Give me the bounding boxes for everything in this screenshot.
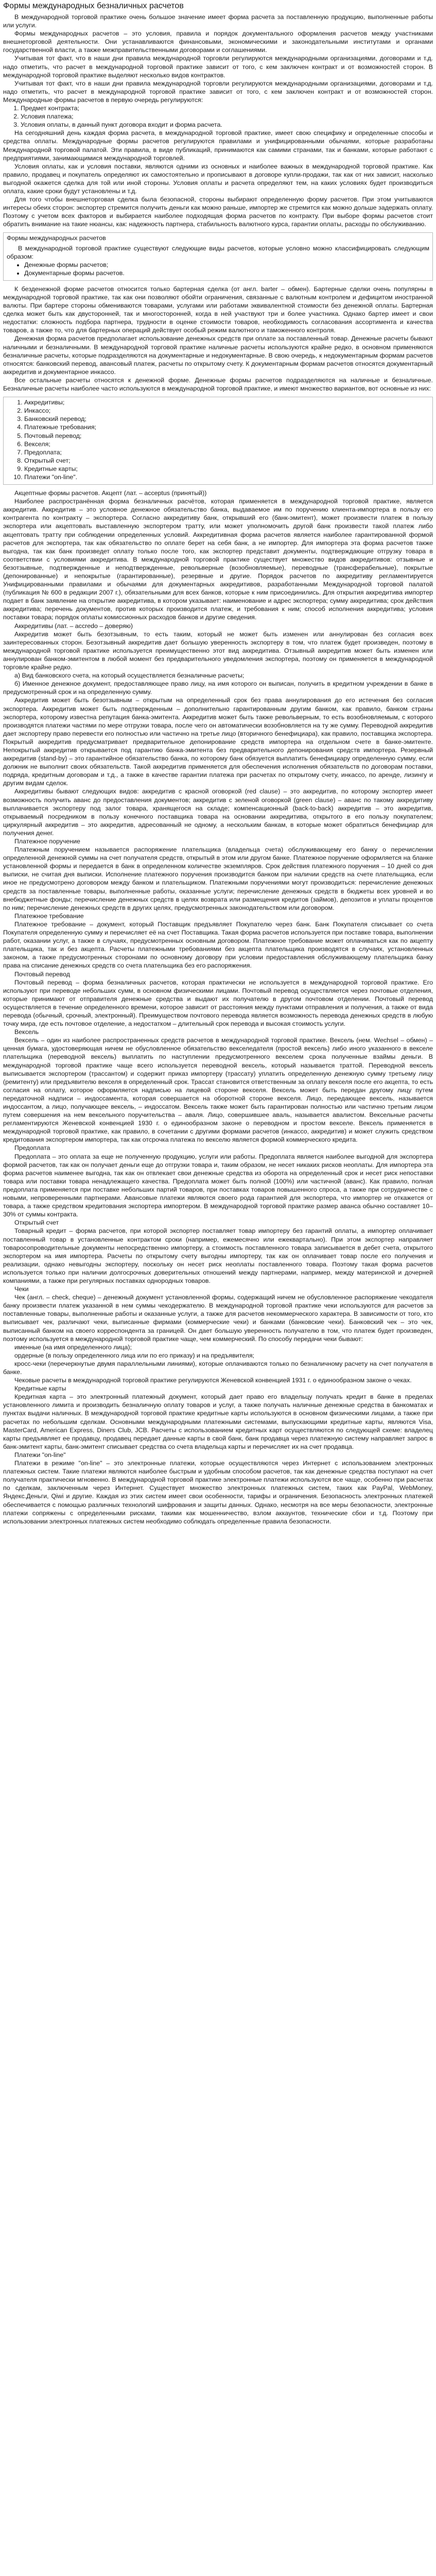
paragraph: Условия оплаты, как и условия поставки, являются одними из основных и наиболее важных в международной торговой практике. Как правило, продавец и покупатель определяют их самостоятельно и прописывают в договоре купли-продажи, так как от них зависит, насколько выгодной окажется сделка для той или иной стороны. Условия оплаты и расчета определяют тем, на каких условиях будет производиться оплата, какие сроки будут установлены и т.д. [3, 162, 433, 195]
paragraph: Платежное требование – документ, который Поставщик предъявляет Покупателю через банк. Банк Покупателя списывает со счета Покупателя определенную сумму и перечисляет её на счет Поставщика. Такая форма расчетов используется при поставке товара, выполнении работ, оказании услуг, а также в случаях, предусмотренных основным договором. Платежное требование может оплачиваться как по акцепту плательщика, так и без акцепта. Расчеты платежными требованиями без акцепта плательщика производятся в случаях, установленных законом, а также предусмотренных сторонами по основному договору при условии предоставления обслуживающему плательщика банку права на списание денежных средств со счета плательщика без его распоряжения. [3, 920, 433, 970]
paragraph: Платежи в режиме "on-line" – это электронные платежи, которые осуществляются через Интернет с использованием электронных платежных систем. Такие платежи являются наиболее быстрым и удобным способом расчетов, так как денежные средства поступают на счет получателя практически мгновенно. В международной торговой практике электронные платежи используются все чаще, особенно при расчетах по сделкам, заключенным через Интернет. Существует множество электронных платежных систем, таких как PayPal, WebMoney, Яндекс.Деньги, Qiwi и другие. Каждая из этих систем имеет свои особенности, тарифы и ограничения. Безопасность электронных платежей обеспечивается с помощью различных технологий шифрования и защиты данных. Однако, несмотря на все меры безопасности, электронные платежи сопряжены с определенными рисками, такими как мошенничество, взлом аккаунтов, технические сбои и т.д. Поэтому при использовании электронных платежных систем необходимо соблюдать определенные правила безопасности. [3, 1460, 433, 1525]
bordered-box [3, 397, 433, 485]
paragraph: Учитывая тот факт, что в наши дни правила международной торговли регулируются международными организациями, договорами и т.д. надо отметить, что расчет в международной торговой практике зависит от того, с кем заключен контракт и от возможностей сторон. Международные формы расчетов в первую очередь регулируются: [3, 79, 433, 104]
list-item: 10. Платежи "on-line". [24, 473, 429, 481]
paragraph: Почтовый перевод [14, 970, 70, 978]
list-item: 1. Предмет контракта; [21, 104, 433, 112]
paragraph: Почтовый перевод – форма безналичных расчетов, которая практически не используется в международной торговой практике. Его используют при переводе небольших сумм, в основном физическими лицами. Почтовый перевод осуществляется через почтовые отделения, которые принимают от отправителя денежные средства и выдают их получателю в другом почтовом отделении. Почтовый перевод осуществляется в течение определенного времени, которое зависит от расстояния между пунктами отправления и получения, а также от вида перевода (обычный, срочный, электронный). Преимуществом почтового перевода является возможность перевода денежных средств в любую точку мира, где есть почтовое отделение, а недостатком – длительный срок перевода и высокая стоимость услуги. [3, 978, 433, 1028]
paragraph: На сегодняшний день каждая форма расчета, в международной торговой практике, имеет свою специфику и определенные способы и средства оплаты. Международные формы расчетов регулируются правилами и унифицированными обычаями, которые разработаны Международной торговой палатой. Эти правила, в виде публикаций, принимаются как самими странами, так и банками, которые работают с предприятиями, занимающимися международной торговлей. [3, 129, 433, 162]
paragraph: Платежное поручение [14, 838, 80, 845]
paragraph: Чеки [14, 1285, 29, 1293]
paragraph: б) Именное денежное документ, предоставляющее право лицу, на имя которого он выписан, получить в кредитном учреждении в банке в предусмотренный срок и на определенную сумму. [3, 680, 433, 696]
bullet-list [7, 261, 429, 277]
paragraph: Денежная форма расчетов предполагает использование денежных средств при оплате за поставленный товар. Денежные расчеты бывают наличными и безналичными. В международной торговой практике наличные расчеты используются крайне редко, в основном применяются безналичные расчеты, которые подразделяются на документарные и недокументарные. В свою очередь, к недокументарным формам расчетов относятся: банковский перевод, авансовый платеж, расчеты по открытому счету. К документарным формам расчетов относятся документарный аккредитив и документарное инкассо. [3, 335, 433, 376]
paragraph: Учитывая тот факт, что в наши дни правила международной торговли регулируются международными организациями, договорами и т.д. надо отметить, что расчет в международной торговой практике зависит от того, с кем заключен контракт и от возможностей сторон. В международной торговой практике выделяют несколько видов контрактов. [3, 55, 433, 79]
paragraph: Для того чтобы внешнеторговая сделка была безопасной, стороны выбирают определенную форму расчетов. При этом учитываются интересы обеих сторон: экспортер стремится получить деньги как можно раньше, импортер же стремится как можно дольше задержать оплату. Поэтому с учетом всех факторов и выбирается наиболее подходящая форма расчетов по контракту. При выборе формы расчетов стоит обратить внимание на такие нюансы, как: надежность партнера, стабильность валютного курса, гарантии оплаты, расходы по обслуживанию. [3, 196, 433, 228]
list-item: 3. Банковский перевод; [24, 415, 429, 423]
paragraph: Аккредитивы бывают следующих видов: аккредитив с красной оговоркой (red clause) – это аккредитив, по которому экспортер имеет возможность получить аванс до предоставления документов; аккредитив с зеленой оговоркой (green clause) – аванс по такому аккредитиву выплачивается экспортеру под залог товара, хранящегося на складе; компенсационный (back-to-back) аккредитив – это аккредитив, открываемый посредником в пользу конечного поставщика товара на основании аккредитива, открытого в его пользу покупателем; циркулярный аккредитив – это аккредитив, адресованный не одному, а нескольким банкам, в которые может обратиться бенефициар для получения денег. [3, 788, 433, 837]
numbered-list [7, 398, 429, 481]
bordered-box [3, 232, 433, 280]
paragraph: К безденежной форме расчетов относится только бартерная сделка (от англ. barter – обмен). Бартерные сделки очень популярны в международной торговой практике, так как они позволяют обойти ограничения, связанные с валютным контролем и дефицитом иностранной валюты. При бартере стороны обмениваются товарами, услугами или работами эквивалентной стоимости без денежной оплаты. Бартерная сделка может быть как двусторонней, так и многосторонней, когда в ней участвуют три и более участника. Однако бартер имеет и свои недостатки: сложность подбора партнера, трудности в оценке стоимости товаров, необходимость согласования ассортимента и качества товаров, а также то, что для бартерных операций действует особый режим валютного и таможенного контроля. [3, 285, 433, 334]
paragraph: Открытый счет [14, 1219, 59, 1227]
list-item: 2. Условия платежа; [21, 112, 433, 121]
list-item: 2. Инкассо; [24, 406, 429, 415]
paragraph: Вексель [14, 1028, 39, 1036]
paragraph: ордерные (в пользу определенного лица или по его приказу) и на предъявителя; [14, 1351, 254, 1359]
box-title: Формы международных расчетов [7, 234, 106, 242]
paragraph: Формы международных расчетов – это условия, правила и порядок документального оформления расчетов между участниками внешнеторговой деятельности. Они устанавливаются финансовыми, экономическими и законодательными институтами и органами государственной власти, а также межправительственными договорами и соглашениями. [3, 30, 433, 54]
list-item: 7. Предоплата; [24, 448, 429, 456]
list-item: • Документарные формы расчетов. [24, 269, 429, 277]
paragraph: Платежи "on-line" [14, 1451, 66, 1459]
paragraph: Предоплата – это оплата за еще не полученную продукцию, услуги или работы. Предоплата является наиболее выгодной для экспортера формой расчетов, так как он получает деньги еще до отгрузки товара и, таким образом, не несет никаких рисков неоплаты. Для импортера эта форма расчетов наименее выгодна, так как он отвлекает свои денежные средства из оборота на определенный срок и несет риск непоставки товара или поставки товара ненадлежащего качества. Предоплата может быть полной (100%) или частичной (аванс). Как правило, полная предоплата применяется при поставке небольших партий товаров, при поставках товаров повышенного спроса, а также при сотрудничестве с новыми, непроверенными партнерами. Авансовые платежи являются своего рода гарантией для экспортера, что импортер не откажется от товара, а также средством кредитования экспортера импортером. В международной торговой практике размер аванса обычно составляет 10–30% от суммы контракта. [3, 1153, 433, 1218]
paragraph: Кредитная карта – это электронный платежный документ, который дает право его владельцу получать кредит в банке в пределах установленного лимита и производить безналичную оплату товаров и услуг, а также получать наличные денежные средства в банкоматах и пунктах выдачи наличных. В международной торговой практике кредитные карты используются в основном физическими лицами, а также при расчетах по небольшим сделкам. Основными международными платежными системами, выпускающими кредитные карты, являются Visa, MasterCard, American Express, Diners Club, JCB. Расчеты с использованием кредитных карт осуществляются по следующей схеме: владелец карты предъявляет ее продавцу, продавец передает данные карты в свой банк, банк продавца через платежную систему направляет запрос в банк-эмитент карты, банк-эмитент списывает средства со счета владельца карты и перечисляет их на счет продавца. [3, 1393, 433, 1450]
paragraph: Платежное требование [14, 912, 84, 920]
article-body [3, 13, 433, 1526]
paragraph: Аккредитив может быть безотзывным – открытым на определенный срок без права аннулирования до его истечения без согласия экспортера. Аккредитив может быть подтвержденным – дополнительно гарантированным другим банком, как правило, банком страны экспортера, которому известна репутация банка-эмитента. Аккредитив может быть также револьверным, то есть возобновляемым, с которого производятся платежи частями по мере отгрузки товара, после чего он автоматически возобновляется на ту же сумму. Переводной аккредитив дает экспортеру право перевести его полностью или частично на третье лицо (вторичного бенефициара), как правило, поставщика экспортера. Покрытый аккредитив предусматривает предварительное депонирование средств импортера на отдельном счете в банке-эмитенте. Непокрытый аккредитив открывается под гарантию банка-эмитента без предварительного депонирования средств импортера. Резервный аккредитив (stand-by) – это гарантийное обязательство банка, по которому банк обязуется выплатить бенефициару определенную сумму, если должник не выполнит своих обязательств. Такой аккредитив применяется для обеспечения исполнения обязательств по договорам поставки, подряда, кредитным договорам и т.д., а также в качестве гарантии платежа при расчетах по открытому счету, инкассо, по аренде, лизингу и другим видам сделок. [3, 697, 433, 787]
list-item: 6. Векселя; [24, 440, 429, 448]
list-item: 8. Открытый счет; [24, 456, 429, 465]
paragraph: Предоплата [14, 1144, 50, 1152]
list-item: 4. Платежные требования; [24, 423, 429, 431]
list-item: • Денежные формы расчетов; [24, 261, 429, 269]
list-item: 5. Почтовый перевод; [24, 432, 429, 440]
paragraph: Вексель – один из наиболее распространенных средств расчетов в международной торговой практике. Вексель (нем. Wechsel – обмен) – ценная бумага, удостоверяющая ничем не обусловленное обязательство векселедателя (простой вексель) либо иного указанного в векселе плательщика (переводной вексель) выплатить по наступлении предусмотренного векселем срока полученные взаймы деньги. В международной торговой практике чаще всего используется переводной вексель, который называется траттой. Переводной вексель выписывается экспортером (трассантом) и содержит приказ импортеру (трассату) уплатить определенную денежную сумму третьему лицу (ремитенту) или предъявителю векселя в определенный срок. Трассат становится ответственным за оплату векселя после его акцепта, то есть согласия на оплату, которое оформляется надписью на лицевой стороне векселя. Вексель может быть передан другому лицу путем передаточной надписи – индоссамента, которая совершается на оборотной стороне векселя. Лицо, передающее вексель, называется индоссантом, а лицо, получающее вексель, – индоссатом. Вексель также может быть гарантирован полностью или частично третьим лицом путем совершения на нем вексельного поручительства – аваля. Лицо, совершившее аваль, называется авалистом. Вексельные расчеты регламентируются Женевской конвенцией 1930 г. о единообразном законе о переводном и простом векселе. Вексель применяется в международной торговой практике, как правило, в сочетании с другими формами расчетов (инкассо, аккредитив) и может служить средством кредитования экспортером импортера, так как отсрочка платежа по векселю является формой коммерческого кредита. [3, 1037, 433, 1144]
paragraph: В международной торговой практике очень большое значение имеет форма расчета за поставленную продукцию, выполненные работы или услуги. [3, 13, 433, 29]
paragraph: именные (на имя определенного лица); [14, 1343, 132, 1351]
numbered-list [3, 104, 433, 129]
paragraph: Платежным поручением называется распоряжение плательщика (владельца счета) обслуживающему его банку о перечислении определенной денежной суммы на счет получателя средств, открытый в этом или другом банке. Платежное поручение оформляется на бланке установленной формы и передается в банк в определенном количестве экземпляров. Срок действия платежного поручения – 10 дней со дня выписки, не считая дня выписки. Исполнение платежного поручения производится банком при наличии средств на счете плательщика, если иное не предусмотрено договором между банком и плательщиком. Платежными поручениями могут производиться: перечисление денежных средств за поставленные товары, выполненные работы, оказанные услуги; перечисление денежных средств в бюджеты всех уровней и во внебюджетные фонды; перечисление денежных средств в целях возврата или размещения кредитов (займов), депозитов и уплаты процентов по ним; перечисление денежных средств в других целях, предусмотренных законодательством или договором. [3, 846, 433, 911]
paragraph: Все остальные расчеты относятся к денежной форме. Денежные формы расчетов подразделяются на наличные и безналичные. Безналичные расчеты наиболее часто используются в международной торговой практике, и имеют множество вариантов, вот основные из них: [3, 376, 433, 393]
paragraph: Чек (англ. – check, cheque) – денежный документ установленной формы, содержащий ничем не обусловленное распоряжение чекодателя банку произвести платеж указанной в нем суммы чекодержателю. В международной торговой практике чеки используются для расчетов за поставленные товары, выполненные работы и оказанные услуги, а также для расчетов некоммерческого характера. В зависимости от того, кто выписывает чек, различают чеки, выписанные фирмами (коммерческие чеки) и банками (банковские чеки). Банковский чек – это чек, выписанный банком на своего корреспондента за границей. Он дает большую уверенность получателю в том, что платеж будет произведен, поэтому используется в международной торговой практике чаще, чем коммерческий. По способу передачи чеки бывают: [3, 1294, 433, 1343]
paragraph: Кредитные карты [14, 1385, 66, 1393]
list-item: 1. Аккредитивы; [24, 398, 429, 406]
paragraph: Чековые расчеты в международной торговой практике регулируются Женевской конвенцией 1931 г. о единообразном законе о чеках. [14, 1377, 412, 1384]
list-item: 3. Условия оплаты, в данный пункт договора входит и форма расчета. [21, 121, 433, 129]
paragraph: В международной торговой практике существуют следующие виды расчетов, которые условно можно классифицировать следующим образом: [7, 244, 429, 260]
paragraph: а) Вид банковского счета, на который осуществляется безналичные расчеты; [14, 672, 245, 680]
paragraph: Товарный кредит – форма расчетов, при которой экспортер поставляет товар импортеру без гарантий оплаты, а импортер оплачивает поставленный товар в установленные контрактом сроки (например, ежемесячно или ежеквартально). При этом экспортер направляет товаросопроводительные документы непосредственно импортеру, а стоимость поставленного товара записывается в дебет счета, открытого экспортером на имя импортера. Расчеты по открытому счету выгодны импортеру, так как он оплачивает товар после его получения и реализации, однако невыгодны экспортеру, поскольку он несет риск неоплаты поставленного товара. Поэтому такая форма расчетов используется только при наличии долгосрочных доверительных отношений между партнерами, например, между материнской и дочерней компаниями, а также при регулярных поставках однородных товаров. [3, 1227, 433, 1284]
paragraph: Аккредитивы (лат. – accredo – доверяю) [14, 622, 133, 630]
paragraph: Аккредитив может быть безотзывным, то есть таким, который не может быть изменен или аннулирован без согласия всех заинтересованных сторон. Безотзывный аккредитив дает большую уверенность экспортеру в том, что платеж будет произведен, поэтому в международной торговой практике используется преимущественно этот вид аккредитива. Отзывный аккредитив может быть изменен или аннулирован банком-эмитентом в любой момент без предварительного уведомления экспортера, поэтому он применяется в международной торговле крайне редко. [3, 630, 433, 671]
paragraph: Наиболее распространённая форма безналичных расчётов, которая применяется в международной торговой практике, является аккредитив. Аккредитив – это условное денежное обязательство банка, выдаваемое им по поручению клиента-импортера в пользу его контрагента по контракту – экспортера. Согласно аккредитиву банк, открывший его (банк-эмитент), может произвести платеж в пользу экспортера или акцептовать выставленную экспортером тратту, или может уполномочить другой банк произвести такой платеж либо акцептовать тратту при соблюдении определенных условий. Аккредитивная форма расчетов является наиболее гарантированной формой расчетов для экспортера, так как обязательство по оплате берет на себя банк, а не импортер. Для импортера эта форма расчетов также выгодна, так как банк произведет оплату только после того, как экспортер представит документы, подтверждающие отгрузку товара в соответствии с условиями аккредитива. В международной торговой практике существует множество видов аккредитивов: отзывные и безотзывные, подтвержденные и неподтвержденные, револьверные (возобновляемые), переводные (трансферабельные), покрытые (депонированные) и непокрытые (гарантированные), резервные и другие. Порядок расчетов по аккредитиву регламентируется Унифицированными правилами и обычаями для документарных аккредитивов, разработанными Международной торговой палатой (публикация № 600 в редакции 2007 г.), обязательными для всех банков, которые к ним присоединились. Для открытия аккредитива импортер подает в банк заявление на открытие аккредитива, в котором указывает: наименование и адрес экспортера; сумму аккредитива; срок действия аккредитива; перечень документов, против которых производится платеж, и требования к ним; способ исполнения аккредитива; условия поставки товара; порядок оплаты комиссионных расходов банков и другие сведения. [3, 498, 433, 621]
list-item: 9. Кредитные карты; [24, 465, 429, 473]
page-title: Формы международных безналичных расчетов [3, 2, 184, 10]
paragraph: кросс-чеки (перечеркнутые двумя параллельными линиями), которые оплачиваются только по безналичному расчету на счет получателя в банке. [3, 1360, 433, 1376]
paragraph: Акцептные формы расчетов. Акцепт (лат. – acceptus (принятый)) [14, 489, 207, 497]
